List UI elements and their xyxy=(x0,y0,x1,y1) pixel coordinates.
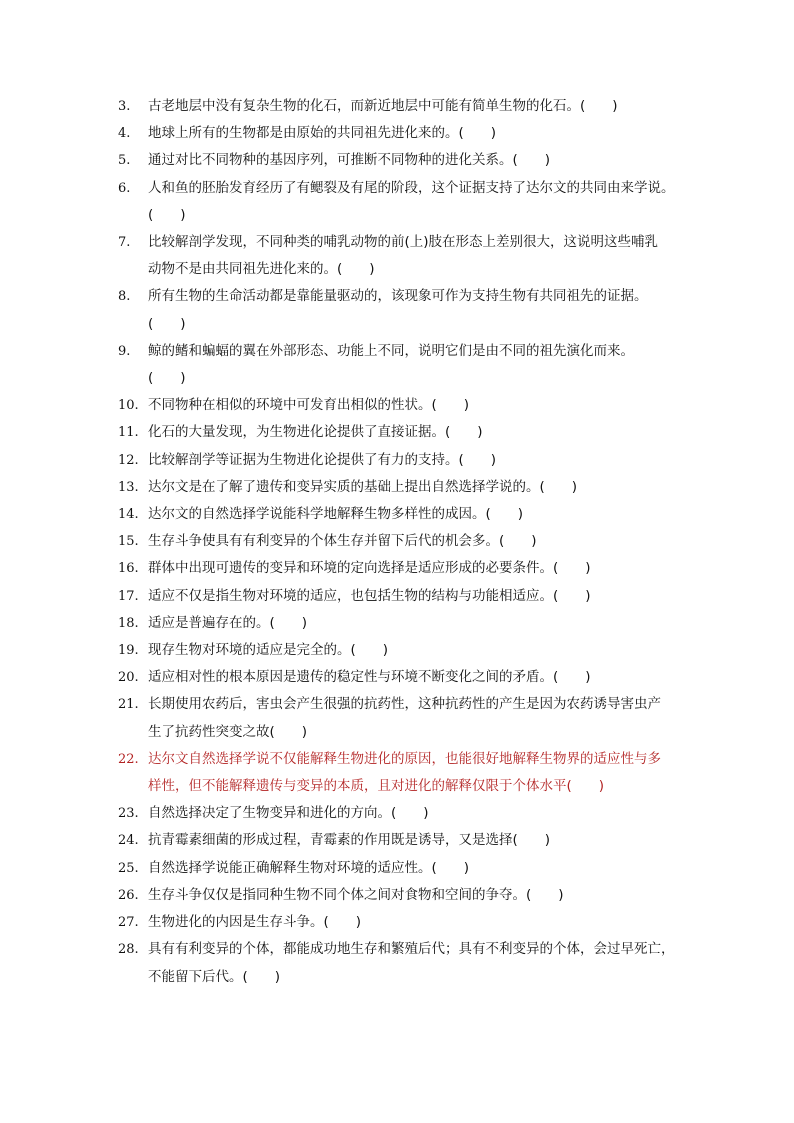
question-item xyxy=(118,93,698,120)
question-number: 15. xyxy=(118,534,139,550)
question-text xyxy=(148,827,698,854)
question-item xyxy=(118,936,698,990)
question-item xyxy=(118,855,698,882)
question-item xyxy=(118,637,698,664)
question-text-line: 自然选择学说能正确解释生物对环境的适应性。( ) xyxy=(148,859,470,876)
question-text xyxy=(148,147,698,174)
question-text-line: 不同物种在相似的环境中可发育出相似的性状。( ) xyxy=(148,397,470,414)
question-text xyxy=(148,501,698,528)
question-text-line: ( ) xyxy=(148,370,186,387)
question-number: 9. xyxy=(118,343,131,359)
question-item xyxy=(118,474,698,501)
question-number: 25. xyxy=(118,860,139,876)
question-text-line: ( ) xyxy=(148,206,186,223)
question-text-line: 达尔文的自然选择学说能科学地解释生物多样性的成因。( ) xyxy=(148,506,524,523)
question-text-line: 具有有利变异的个体，都能成功地生存和繁殖后代；具有不利变异的个体，会过早死亡， xyxy=(148,941,675,958)
question-text-line: 达尔文是在了解了遗传和变异实质的基础上提出自然选择学说的。( ) xyxy=(148,478,578,495)
question-item xyxy=(118,229,698,283)
question-text-line: 地球上所有的生物都是由原始的共同祖先进化来的。( ) xyxy=(148,125,497,142)
question-text xyxy=(148,120,698,147)
question-text-line: 人和鱼的胚胎发育经历了有鳃裂及有尾的阶段，这个证据支持了达尔文的共同由来学说。 xyxy=(148,179,675,196)
question-text xyxy=(148,664,698,691)
question-item xyxy=(118,447,698,474)
question-text-line: 生了抗药性突变之故( ) xyxy=(148,723,308,740)
question-text xyxy=(148,882,698,909)
question-item xyxy=(118,283,698,337)
question-text-line: 通过对比不同物种的基因序列，可推断不同物种的进化关系。( ) xyxy=(148,152,551,169)
question-list xyxy=(118,93,698,991)
question-item xyxy=(118,746,698,800)
question-text-line: 样性，但不能解释遗传与变异的本质，且对进化的解释仅限于个体水平( ) xyxy=(148,778,605,795)
question-text-line: 自然选择决定了生物变异和进化的方向。( ) xyxy=(148,805,429,822)
question-text xyxy=(148,447,698,474)
question-text-line: ( ) xyxy=(148,315,186,332)
question-number: 16. xyxy=(118,561,139,577)
question-text xyxy=(148,746,698,800)
question-text xyxy=(148,583,698,610)
question-item xyxy=(118,338,698,392)
question-item xyxy=(118,392,698,419)
question-text-line: 所有生物的生命活动都是靠能量驱动的，该现象可作为支持生物有共同祖先的证据。 xyxy=(148,288,648,305)
question-text xyxy=(148,800,698,827)
question-number: 12. xyxy=(118,452,139,468)
question-text-line: 不能留下后代。( ) xyxy=(148,968,281,985)
question-text xyxy=(148,392,698,419)
question-text xyxy=(148,229,698,283)
question-number: 23. xyxy=(118,806,139,822)
question-text-line: 适应是普遍存在的。( ) xyxy=(148,614,308,631)
question-number: 19. xyxy=(118,643,139,659)
question-text-line: 生物进化的内因是生存斗争。( ) xyxy=(148,914,362,931)
question-item xyxy=(118,555,698,582)
question-text-line: 比较解剖学等证据为生物进化论提供了有力的支持。( ) xyxy=(148,451,497,468)
question-number: 26. xyxy=(118,887,139,903)
question-item xyxy=(118,610,698,637)
question-number: 11. xyxy=(118,425,139,441)
question-text xyxy=(148,936,698,990)
question-number: 28. xyxy=(118,942,139,958)
question-text xyxy=(148,338,698,392)
question-item xyxy=(118,419,698,446)
question-item xyxy=(118,882,698,909)
question-item xyxy=(118,501,698,528)
question-item xyxy=(118,528,698,555)
question-number: 13. xyxy=(118,479,139,495)
question-text-line: 化石的大量发现，为生物进化论提供了直接证据。( ) xyxy=(148,424,483,441)
question-number: 5. xyxy=(118,153,131,169)
question-item xyxy=(118,691,698,745)
question-text xyxy=(148,691,698,745)
question-item xyxy=(118,800,698,827)
question-item xyxy=(118,120,698,147)
question-text-line: 生存斗争仅仅是指同种生物不同个体之间对食物和空间的争夺。( ) xyxy=(148,886,564,903)
question-item xyxy=(118,175,698,229)
question-text-line: 群体中出现可遗传的变异和环境的定向选择是适应形成的必要条件。( ) xyxy=(148,560,591,577)
question-number: 18. xyxy=(118,615,139,631)
question-text xyxy=(148,419,698,446)
question-text-line: 长期使用农药后，害虫会产生很强的抗药性，这种抗药性的产生是因为农药诱导害虫产 xyxy=(148,696,661,713)
question-number: 10. xyxy=(118,398,139,414)
question-item xyxy=(118,827,698,854)
question-text-line: 古老地层中没有复杂生物的化石，而新近地层中可能有简单生物的化石。( ) xyxy=(148,98,618,114)
question-text-line: 比较解剖学发现，不同种类的哺乳动物的前(上)肢在形态上差别很大，这说明这些哺乳 xyxy=(148,234,659,251)
question-item xyxy=(118,664,698,691)
question-text xyxy=(148,637,698,664)
question-text-line: 适应相对性的根本原因是遗传的稳定性与环境不断变化之间的矛盾。( ) xyxy=(148,669,591,686)
question-number: 20. xyxy=(118,670,139,686)
question-number: 4. xyxy=(118,126,131,142)
question-item xyxy=(118,909,698,936)
question-number: 21. xyxy=(118,697,139,713)
question-number: 22. xyxy=(118,751,139,767)
question-text xyxy=(148,93,698,120)
question-text-line: 现存生物对环境的适应是完全的。( ) xyxy=(148,642,389,659)
question-number: 24. xyxy=(118,833,139,849)
question-text-line: 鲸的鳍和蝙蝠的翼在外部形态、功能上不同，说明它们是由不同的祖先演化而来。 xyxy=(148,342,634,359)
question-text xyxy=(148,909,698,936)
question-number: 7. xyxy=(118,235,131,251)
question-text xyxy=(148,855,698,882)
question-text-line: 抗青霉素细菌的形成过程，青霉素的作用既是诱导，又是选择( ) xyxy=(148,832,551,849)
question-number: 14. xyxy=(118,507,139,523)
question-item xyxy=(118,147,698,174)
question-text xyxy=(148,474,698,501)
question-text xyxy=(148,528,698,555)
question-text xyxy=(148,555,698,582)
question-text xyxy=(148,175,698,229)
question-text xyxy=(148,283,698,337)
question-item xyxy=(118,583,698,610)
question-number: 8. xyxy=(118,289,131,305)
question-number: 27. xyxy=(118,915,139,931)
question-text-line: 达尔文自然选择学说不仅能解释生物进化的原因，也能很好地解释生物界的适应性与多 xyxy=(148,750,661,767)
question-text xyxy=(148,610,698,637)
question-number: 6. xyxy=(118,180,131,196)
question-text-line: 生存斗争使具有有利变异的个体生存并留下后代的机会多。( ) xyxy=(148,533,537,550)
question-number: 3. xyxy=(118,99,131,114)
question-text-line: 适应不仅是指生物对环境的适应，也包括生物的结构与功能相适应。( ) xyxy=(148,587,591,604)
question-number: 17. xyxy=(118,588,139,604)
question-text-line: 动物不是由共同祖先进化来的。( ) xyxy=(148,261,375,278)
